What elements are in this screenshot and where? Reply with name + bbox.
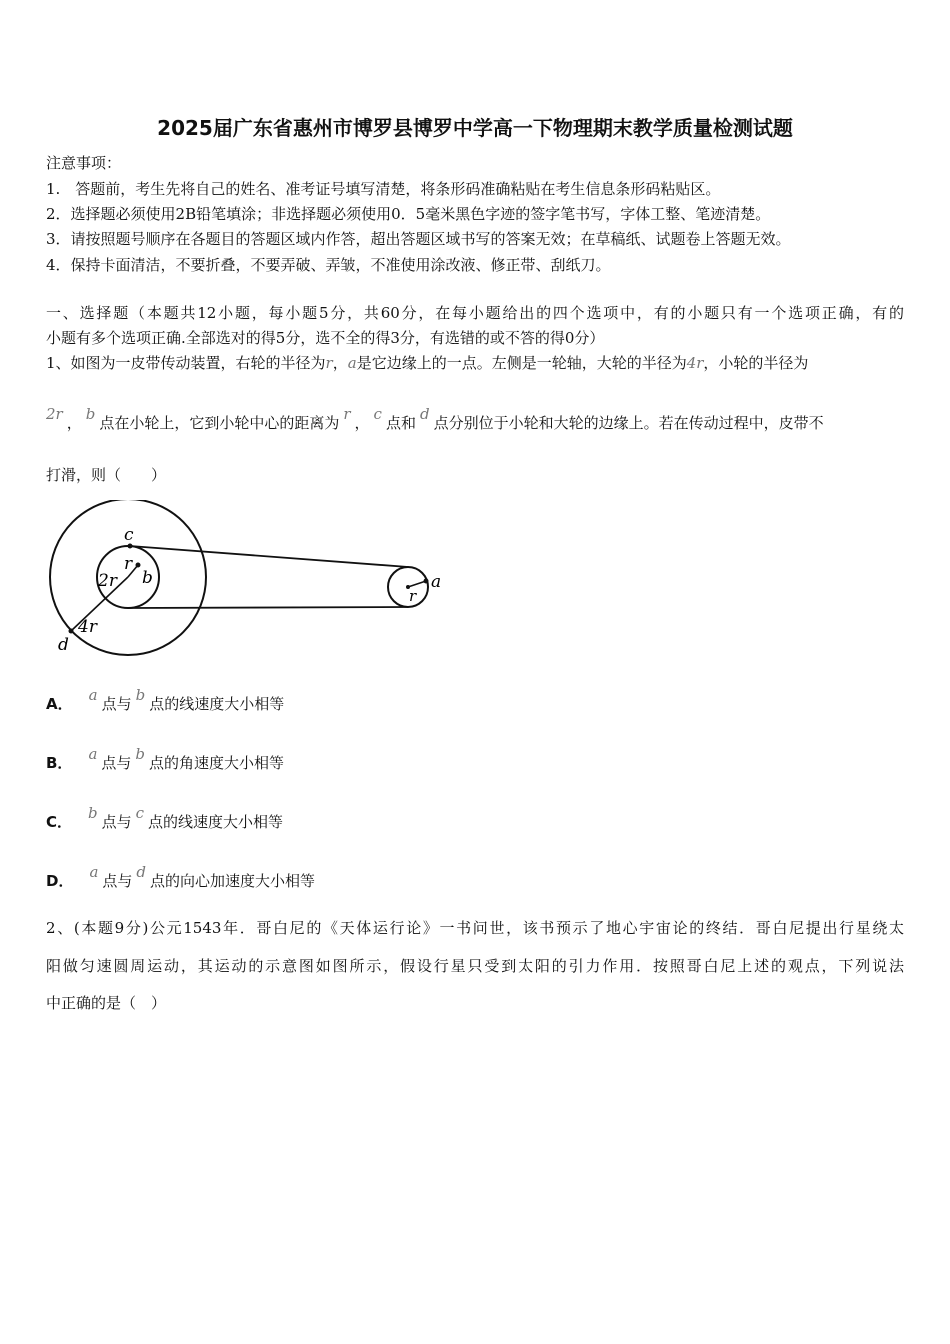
section-intro-line-2: 小题有多个选项正确.全部选对的得5分，选不全的得3分，有选错的或不答的得0分） xyxy=(46,329,605,347)
option-text: 点与 xyxy=(101,695,132,713)
var-a: a xyxy=(88,686,98,704)
option-label: C． xyxy=(46,813,73,831)
q1-line-3: 打滑，则（ ） xyxy=(46,466,167,484)
option-text: 点的线速度大小相等 xyxy=(148,813,284,831)
q1-text: 点分别位于小轮和大轮的边缘上。若在传动过程中，皮带不 xyxy=(433,414,824,432)
option-label: B． xyxy=(46,754,73,772)
exam-title: 2025届广东省惠州市博罗县博罗中学高一下物理期末教学质量检测试题 xyxy=(157,116,793,140)
var-b: b xyxy=(88,804,98,822)
option-text: 点与 xyxy=(102,872,133,890)
label-4r: 4r xyxy=(78,617,97,637)
label-a: a xyxy=(431,572,442,592)
var-a: a xyxy=(89,863,99,881)
option-text: 点的向心加速度大小相等 xyxy=(150,872,316,890)
point-b xyxy=(136,563,141,568)
q2-line-2: 阳做匀速圆周运动，其运动的示意图如图所示，假设行星只受到太阳的引力作用．按照哥白尼上述的观点，下列说法 xyxy=(46,957,904,975)
q1-text: ， xyxy=(332,354,348,372)
option-a xyxy=(46,686,285,714)
q1-text: ， xyxy=(66,414,82,432)
q1-text: 点在小轮上，它到小轮中心的距离为 xyxy=(99,414,340,432)
q1-line-1 xyxy=(46,352,904,373)
var-c: c xyxy=(135,804,145,822)
q1-text: ， xyxy=(354,414,370,432)
var-c: c xyxy=(373,405,382,423)
q1-text: ，小轮的半径为 xyxy=(703,354,809,372)
label-2r: 2r xyxy=(98,571,117,591)
var-b: b xyxy=(135,745,146,763)
q1-text: 1、如图为一皮带传动装置，右轮的半径为 xyxy=(46,354,326,372)
var-2r: 2r xyxy=(46,405,63,423)
q1-text: 是它边缘上的一点。左侧是一轮轴，大轮的半径为 xyxy=(356,354,687,372)
q2-line-3: 中正确的是（ ） xyxy=(46,994,167,1012)
var-r: r xyxy=(325,354,333,372)
var-b: b xyxy=(135,686,146,704)
q2-line-1: 2、(本题9分)公元1543年．哥白尼的《天体运行论》一书问世，该书预示了地心宇宙论的终结．哥白尼提出行星绕太 xyxy=(46,919,904,937)
notice-item-4: 4．保持卡面清洁，不要折叠，不要弄破、弄皱，不准使用涂改液、修正带、刮纸刀。 xyxy=(46,256,611,274)
var-d: d xyxy=(419,405,430,423)
option-text: 点与 xyxy=(101,754,132,772)
var-a: a xyxy=(347,354,357,372)
notice-item-2: 2．选择题必须使用2B铅笔填涂；非选择题必须使用0．5毫米黑色字迹的签字笔书写，字体工整、笔迹清楚。 xyxy=(46,205,771,223)
q1-line-2 xyxy=(46,405,904,433)
var-4r: 4r xyxy=(686,354,704,372)
option-text: 点的线速度大小相等 xyxy=(149,695,285,713)
var-b: b xyxy=(85,405,96,423)
var-d: d xyxy=(136,863,147,881)
belt-bottom xyxy=(128,607,408,608)
option-label: D． xyxy=(46,872,74,890)
option-d xyxy=(46,863,316,891)
belt-drive-figure xyxy=(40,500,460,660)
label-r-right: r xyxy=(409,587,417,605)
label-c: c xyxy=(124,525,134,545)
point-a xyxy=(424,579,429,584)
notice-item-1: 1. 答题前，考生先将自己的姓名、准考证号填写清楚，将条形码准确粘贴在考生信息条形码粘贴区。 xyxy=(46,180,721,198)
belt-top xyxy=(130,546,408,567)
q1-text: 点和 xyxy=(385,414,416,432)
option-c xyxy=(46,804,284,832)
option-text: 点与 xyxy=(101,813,132,831)
option-b xyxy=(46,745,285,773)
section-intro-line-1: 一、选择题（本题共12小题，每小题5分，共60分，在每小题给出的四个选项中，有的小题只有一个选项正确，有的 xyxy=(46,304,904,322)
var-r: r xyxy=(343,405,351,423)
label-d: d xyxy=(58,635,69,655)
option-label: A． xyxy=(46,695,73,713)
notice-item-3: 3．请按照题号顺序在各题目的答题区域内作答，超出答题区域书写的答案无效；在草稿纸、试题卷上答题无效。 xyxy=(46,230,791,248)
label-b: b xyxy=(142,568,153,588)
notice-heading: 注意事项： xyxy=(46,154,122,172)
var-a: a xyxy=(88,745,98,763)
option-text: 点的角速度大小相等 xyxy=(149,754,285,772)
label-r-small: r xyxy=(124,554,133,574)
point-d xyxy=(69,629,74,634)
